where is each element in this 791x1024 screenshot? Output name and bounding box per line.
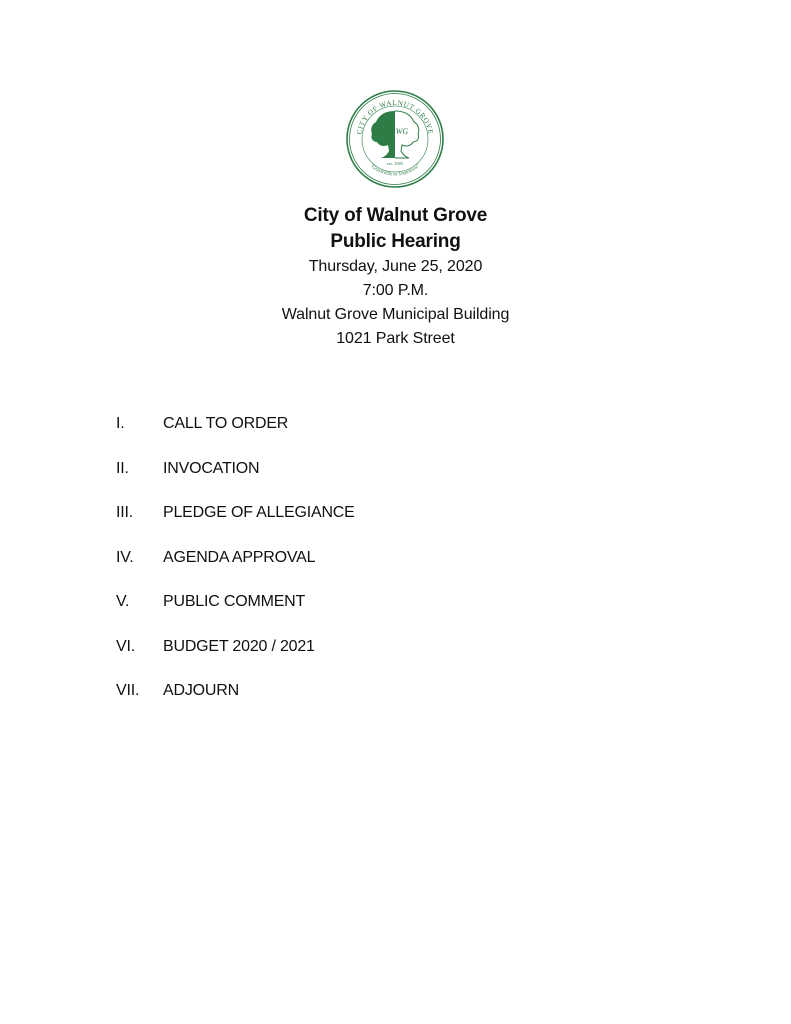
meeting-time: 7:00 P.M. [362, 282, 429, 299]
meeting-venue: Walnut Grove Municipal Building [281, 306, 510, 323]
agenda-item-number: I. [116, 415, 125, 432]
agenda-item-text: AGENDA APPROVAL [163, 548, 316, 566]
agenda-item-text: PUBLIC COMMENT [163, 593, 306, 610]
agenda-item [116, 546, 676, 591]
page-title: City of Walnut Grove [303, 205, 488, 226]
agenda-item-number: IV. [116, 548, 134, 566]
seal-motto: "Grassroots to Tomorrow" [368, 162, 422, 178]
agenda-item [116, 501, 676, 546]
agenda-item-number: III. [116, 504, 133, 521]
agenda-item [116, 679, 676, 724]
agenda-item [116, 412, 676, 457]
agenda-item-text: ADJOURN [163, 682, 239, 699]
agenda-item [116, 635, 676, 680]
seal-monogram: WG [395, 127, 409, 136]
agenda-list [116, 412, 676, 724]
agenda-item-text: INVOCATION [163, 459, 260, 477]
meeting-address: 1021 Park Street [336, 330, 455, 347]
agenda-item [116, 590, 676, 635]
agenda-item-number: VII. [116, 682, 140, 699]
agenda-item [116, 457, 676, 502]
document-header [0, 203, 791, 351]
seal-est: est. 1905 [386, 161, 404, 166]
seal-ring-text: CITY OF WALNUT GROVE [355, 98, 435, 136]
agenda-item-text: PLEDGE OF ALLEGIANCE [163, 504, 355, 521]
agenda-item-number: VI. [116, 637, 135, 655]
agenda-item-number: V. [116, 593, 130, 610]
city-seal-logo [345, 89, 445, 189]
meeting-date: Thursday, June 25, 2020 [308, 258, 483, 275]
agenda-item-number: II. [116, 459, 129, 477]
agenda-item-text: CALL TO ORDER [163, 415, 289, 432]
agenda-item-text: BUDGET 2020 / 2021 [163, 637, 315, 655]
page-subtitle: Public Hearing [330, 231, 461, 252]
tree-icon [371, 111, 395, 158]
